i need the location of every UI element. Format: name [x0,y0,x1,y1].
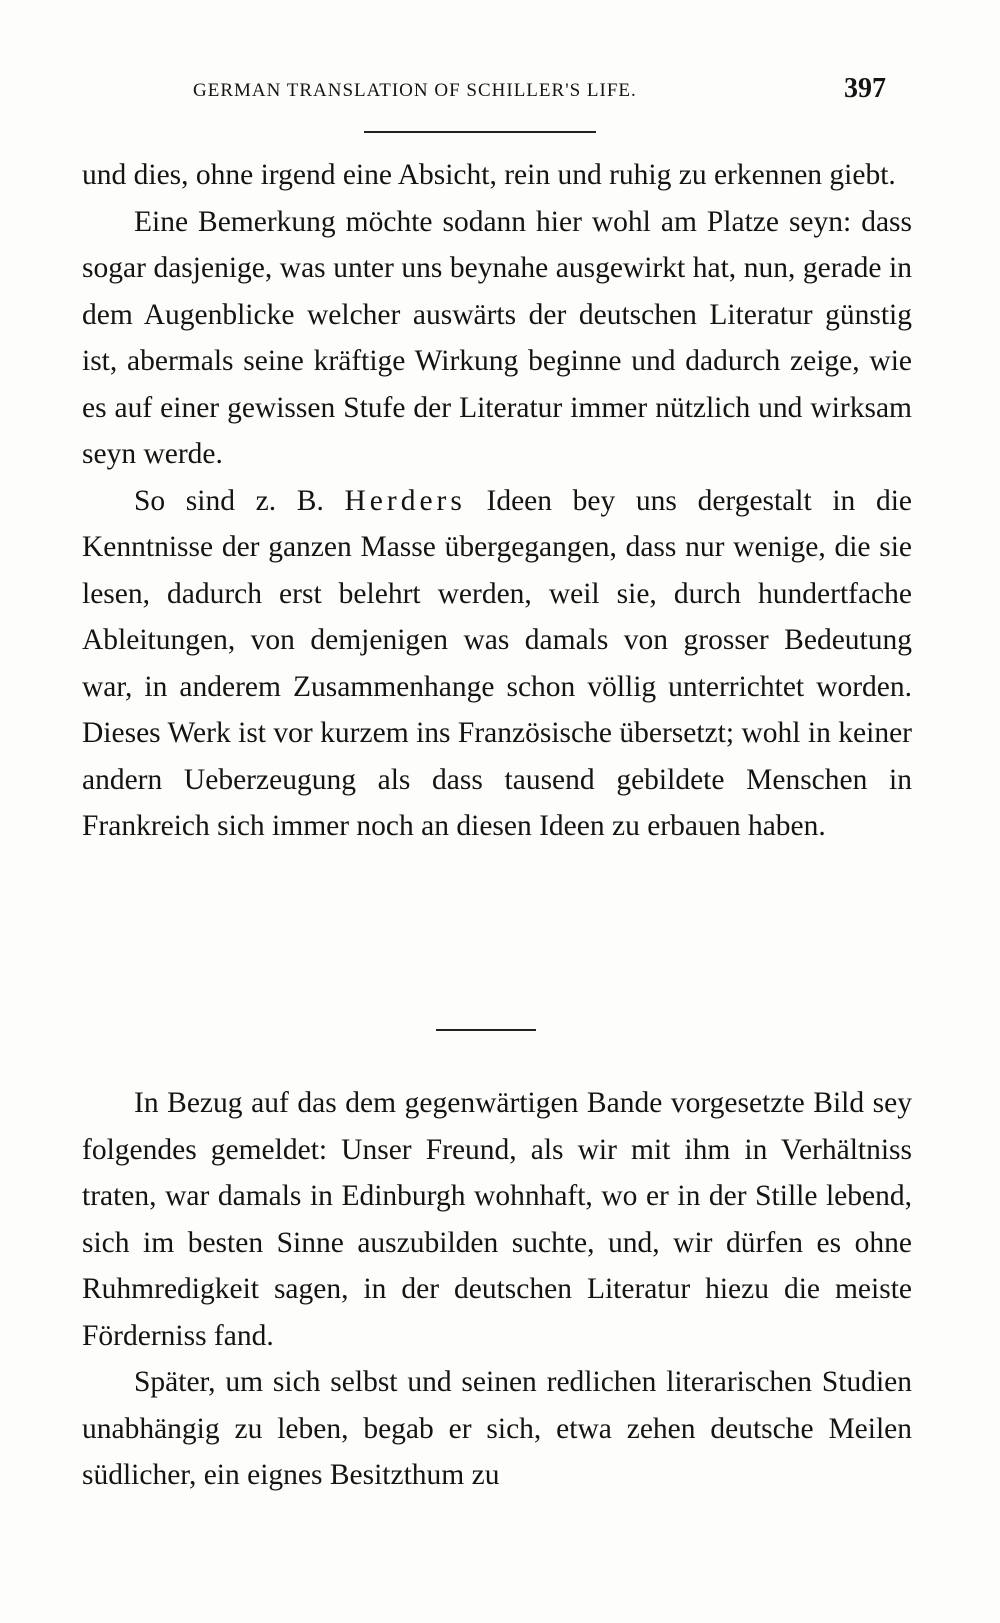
section-one [82,152,912,850]
section-two [82,1080,912,1499]
paragraph-herders-ideen [82,478,912,850]
header-rule [364,131,596,133]
herders-intro-text: So sind z. B. [134,484,324,517]
running-header-title: GERMAN TRANSLATION OF SCHILLER'S LIFE. [193,80,637,101]
page-number: 397 [844,73,886,104]
paragraph-bild: In Bezug auf das dem gegenwärtigen Bande vorgesetzte Bild sey folgendes gemeldet: Unser Freund, als wir mit ihm in Verhältniss traten, war damals in Edinburgh wohnhaft, wo er in der Stille lebend, sich im besten Sinne auszubilden suchte, und, wir dürfen es ohne Ruhmredigkeit sagen, in der deutschen Literatur hiezu die meiste Förderniss fand. [82,1087,912,1352]
paragraph-bemerkung: Eine Bemerkung möchte sodann hier wohl am Platze seyn: dass sogar dasjenige, was unter uns beynahe ausgewirkt hat, nun, gerade in dem Augenblicke welcher auswärts der deutschen Literatur günstig ist, abermals seine kräftige Wirkung beginne und dadurch zeige, wie es auf einer gewissen Stufe der Literatur immer nützlich und wirksam seyn werde. [82,205,912,470]
paragraph-spaeter: Später, um sich selbst und seinen redlichen literarischen Studien unabhängig zu leben, begab er sich, etwa zehen deutsche Meilen südlicher, ein eignes Besitzthum zu [82,1366,912,1491]
herders-body-text: Ideen bey uns dergestalt in die Kenntnisse der ganzen Masse übergegangen, dass nur wenige, die sie lesen, dadurch erst belehrt werden, weil sie, durch hundertfache Ableitungen, von demjenigen was damals von grosser Bedeutung war, in anderem Zusammenhange schon völlig unterrichtet worden. Dieses Werk ist vor kurzem ins Französische übersetzt; wohl in keiner andern Ueberzeugung als dass tausend gebildete Menschen in Frankreich sich immer noch an diesen Ideen zu erbauen haben. [82,484,912,842]
section-divider [436,1029,536,1031]
herders-name: Herders [344,484,466,517]
paragraph-continuation: und dies, ohne irgend eine Absicht, rein und ruhig zu erkennen giebt. [82,159,896,191]
